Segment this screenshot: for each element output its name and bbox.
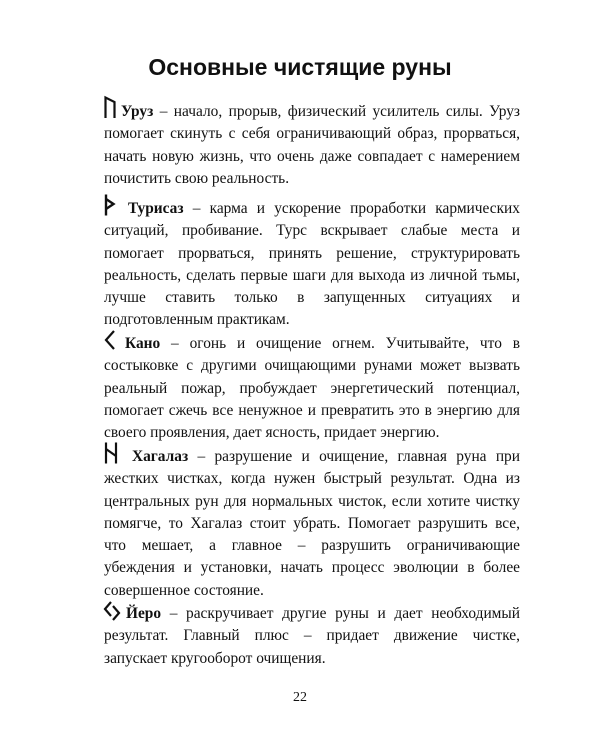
rune-entry-jera — [104, 598, 520, 670]
rune-description: – разрушение и очищение, главная руна при жестких чистках, когда нужен быстрый результат. Одна из центральных рун для нормальных чисток, если хотите чистку помягче, то Хагалаз стоит убрать. Помогает разрушить все, что мешает, а главное – разрушить ограничивающие убеждения и установки, начать процесс эволюции в более совершенное состояние. — [104, 448, 520, 599]
rune-description: – начало, прорыв, физический усилитель силы. Уруз помогает скинуть с себя ограничивающий образ, прорваться, начать новую жизнь, что очень даже совпадает с намерением почистить свою реальность. — [104, 103, 520, 187]
rune-description: – карма и ускорение проработки кармических ситуаций, пробивание. Турс вскрывает слабые места и помогает прорваться, принять решение, структурировать реальность, сделать первые шаги для выхода из личной тьмы, лучше ставить только в запущенных ситуациях и подготовленным практикам. — [104, 200, 520, 329]
rune-entry-uruz — [104, 94, 520, 190]
rune-name: Хагалаз — [132, 448, 189, 465]
rune-entry-kano — [104, 328, 520, 444]
rune-entry-thurisaz — [104, 191, 520, 332]
jera-rune-icon — [104, 601, 120, 621]
rune-description: – раскручивает другие руны и дает необходимый результат. Главный плюс – придает движение чистке, запускает кругооборот очищения. — [104, 605, 520, 667]
rune-name: Йеро — [126, 605, 162, 622]
rune-entry-hagalaz — [104, 439, 520, 602]
page-title: Основные чистящие руны — [148, 54, 452, 80]
hagalaz-rune-icon — [104, 442, 118, 464]
rune-description: – огонь и очищение огнем. Учитывайте, что в состыковке с другими очищающими рунами может вызвать реальный пожар, пробуждает энергетический потенциал, помогает сжечь все ненужное и превратить это в энергию для своего проявления, дает ясность, придает энергию. — [104, 335, 520, 442]
thurisaz-rune-icon — [104, 194, 116, 216]
rune-name: Кано — [125, 335, 161, 352]
rune-name: Турисаз — [128, 200, 184, 217]
uruz-rune-icon — [104, 96, 116, 118]
rune-name: Уруз — [121, 103, 154, 120]
page-number: 22 — [293, 690, 307, 705]
kano-rune-icon — [104, 330, 116, 350]
